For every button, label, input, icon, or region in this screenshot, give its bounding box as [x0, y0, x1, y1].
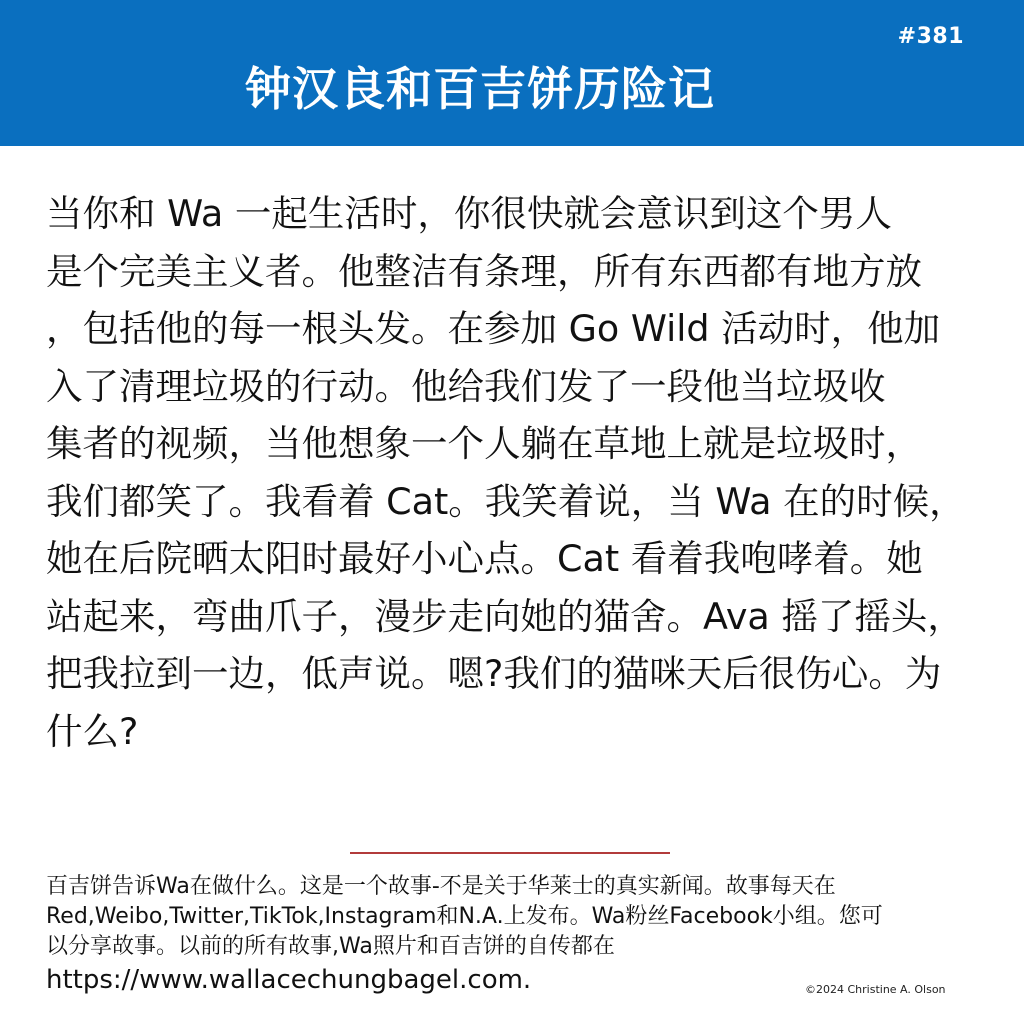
copyright-notice: ©2024 Christine A. Olson — [805, 983, 946, 996]
story-line: 什么? — [46, 709, 139, 753]
story-line: 是个完美主义者。他整洁有条理，所有东西都有地方放 — [46, 249, 922, 293]
story-line: ，包括他的每一根头发。在参加 Go Wild 活动时，他加 — [46, 307, 941, 350]
story-line: 站起来，弯曲爪子，漫步走向她的猫舍。Ava 摇了摇头， — [46, 594, 964, 638]
story-line: 把我拉到一边，低声说。嗯?我们的猫咪天后很伤心。为 — [46, 652, 942, 695]
story-line: 她在后院晒太阳时最好小心点。Cat 看着我咆哮着。她 — [46, 537, 923, 580]
header-banner — [0, 0, 1024, 146]
page-title: 钟汉良和百吉饼历险记 — [245, 62, 715, 116]
website-link[interactable]: https://www.wallacechungbagel.com. — [46, 965, 532, 995]
story-line: 集者的视频，当他想象一个人躺在草地上就是垃圾时， — [46, 422, 922, 465]
episode-number: #381 — [897, 24, 964, 49]
story-line: 当你和 Wa 一起生活时，你很快就会意识到这个男人 — [46, 192, 892, 235]
story-text — [46, 185, 976, 760]
footer-line: 以分享故事。以前的所有故事,Wa照片和百吉饼的自传都在 — [46, 934, 615, 959]
story-line: 我们都笑了。我看着 Cat。我笑着说，当 Wa 在的时候， — [46, 479, 966, 523]
footer-line: Red,Weibo,Twitter,TikTok,Instagram和N.A.上发布。Wa粉丝Facebook小组。您可 — [46, 904, 883, 929]
footer-note — [46, 872, 986, 998]
footer-divider — [350, 852, 670, 854]
story-line: 入了清理垃圾的行动。他给我们发了一段他当垃圾收 — [46, 364, 886, 408]
footer-line: 百吉饼告诉Wa在做什么。这是一个故事-不是关于华莱士的真实新闻。故事每天在 — [46, 874, 836, 899]
